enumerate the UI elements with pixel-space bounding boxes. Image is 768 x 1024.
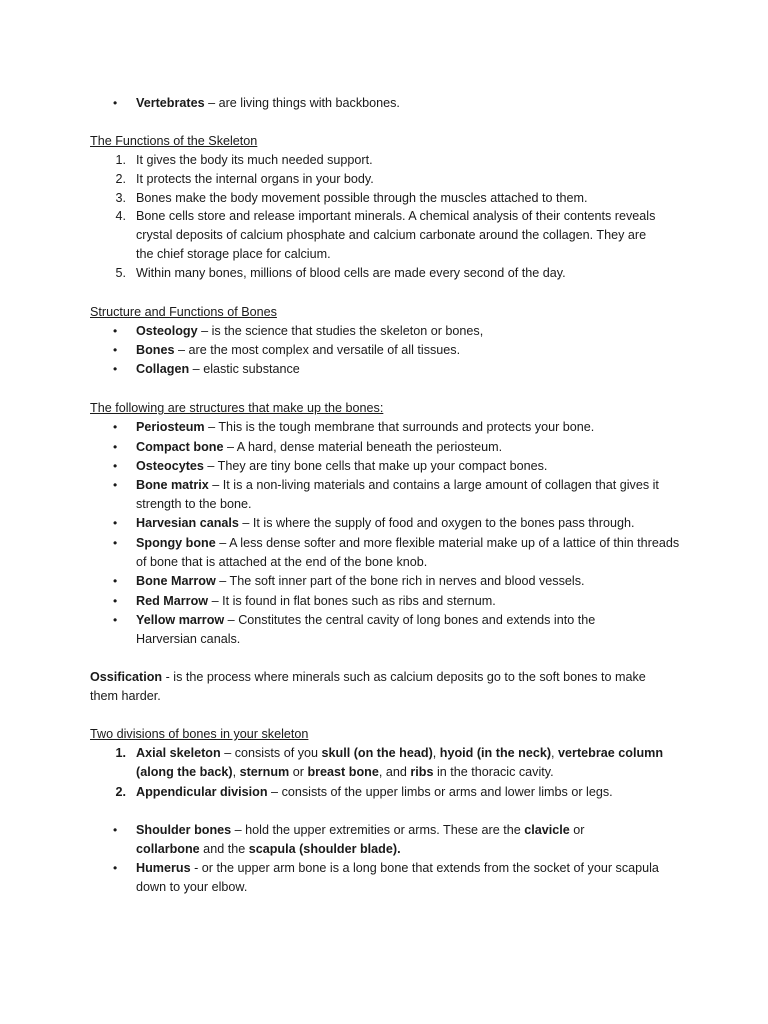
list-item bbox=[136, 611, 656, 649]
bullet-icon: • bbox=[113, 362, 118, 376]
term: Bone matrix bbox=[136, 478, 209, 492]
bullet-icon: • bbox=[113, 343, 118, 357]
text-run: or bbox=[569, 823, 585, 837]
list-item bbox=[136, 534, 686, 572]
list-item bbox=[136, 572, 585, 591]
term: breast bone bbox=[307, 765, 379, 780]
bullet-icon: • bbox=[113, 574, 118, 588]
section-heading-functions: The Functions of the Skeleton bbox=[90, 134, 258, 148]
term: Vertebrates bbox=[136, 96, 205, 110]
term: clavicle bbox=[524, 823, 570, 837]
bullet-icon: • bbox=[113, 823, 118, 837]
intro-definition bbox=[136, 94, 400, 113]
list-item bbox=[136, 360, 300, 379]
definition: – are the most complex and versatile of all tissues. bbox=[174, 343, 461, 357]
text-run: and the bbox=[199, 842, 249, 857]
text-run: in the thoracic cavity. bbox=[433, 765, 554, 780]
bullet-icon: • bbox=[113, 420, 118, 434]
definition: – A less dense softer and more flexible material make up of a lattice of thin threads of bone that is attached at the end of the bone knob. bbox=[136, 536, 680, 570]
term: Ossification bbox=[90, 670, 163, 684]
definition: – The soft inner part of the bone rich in nerves and blood vessels. bbox=[215, 574, 585, 588]
bullet-icon: • bbox=[113, 478, 118, 492]
definition: – A hard, dense material beneath the periosteum. bbox=[223, 440, 503, 454]
definition: – consists of the upper limbs or arms and lower limbs or legs. bbox=[267, 785, 613, 799]
list-number: 4. bbox=[115, 209, 126, 223]
bullet-icon: • bbox=[113, 594, 118, 608]
term: Appendicular division bbox=[136, 785, 268, 799]
list-number: 1. bbox=[115, 153, 126, 167]
list-item bbox=[136, 457, 547, 476]
section-heading-structures: The following are structures that make up the bones: bbox=[90, 401, 384, 415]
definition: – It is a non-living materials and contains a large amount of collagen that gives it strength to the bone. bbox=[136, 478, 659, 512]
section-heading-divisions: Two divisions of bones in your skeleton bbox=[90, 727, 309, 741]
definition: – This is the tough membrane that surrounds and protects your bone. bbox=[204, 420, 595, 434]
list-number: 3. bbox=[115, 191, 126, 205]
text-run: – consists of you bbox=[220, 746, 322, 760]
term: Shoulder bones bbox=[136, 823, 232, 837]
definition: – It is found in flat bones such as ribs and sternum. bbox=[208, 594, 496, 608]
term: Bones bbox=[136, 343, 175, 357]
definition: – Constitutes the central cavity of long bones and extends into the Harversian canals. bbox=[136, 613, 596, 647]
term: sternum bbox=[239, 765, 290, 780]
bullet-icon: • bbox=[113, 459, 118, 473]
term: Yellow marrow bbox=[136, 613, 225, 627]
list-item bbox=[136, 322, 483, 341]
definition: – are living things with backbones. bbox=[204, 96, 400, 110]
definition: - is the process where minerals such as calcium deposits go to the soft bones to make them harder. bbox=[90, 670, 646, 704]
text-run: , bbox=[432, 746, 440, 760]
list-item: It protects the internal organs in your body. bbox=[136, 172, 374, 186]
term: Collagen bbox=[136, 362, 190, 376]
term: hyoid (in the neck) bbox=[439, 746, 552, 760]
list-item: Within many bones, millions of blood cells are made every second of the day. bbox=[136, 266, 566, 280]
term: Axial skeleton bbox=[136, 746, 221, 760]
term: scapula (shoulder blade). bbox=[248, 842, 401, 857]
bullet-icon: • bbox=[113, 440, 118, 454]
bullet-icon: • bbox=[113, 536, 118, 550]
term: vertebrae column (along the back) bbox=[136, 746, 664, 780]
list-item bbox=[136, 592, 496, 611]
term: ribs bbox=[410, 765, 434, 780]
term: collarbone bbox=[136, 842, 200, 857]
ossification-paragraph bbox=[90, 668, 665, 706]
section-heading-structure: Structure and Functions of Bones bbox=[90, 305, 277, 319]
term: Red Marrow bbox=[136, 594, 209, 608]
term: Humerus bbox=[136, 861, 191, 875]
bullet-icon: • bbox=[113, 613, 118, 627]
list-item: It gives the body its much needed support. bbox=[136, 153, 373, 167]
list-item-shoulder-bones bbox=[136, 821, 646, 859]
list-item bbox=[136, 438, 502, 457]
list-number: 5. bbox=[115, 266, 126, 280]
term: skull (on the head) bbox=[321, 746, 433, 760]
bullet-icon: • bbox=[113, 96, 118, 110]
term: Osteocytes bbox=[136, 459, 204, 473]
definition: - or the upper arm bone is a long bone that extends from the socket of your scapula down to your elbow. bbox=[136, 861, 659, 895]
bullet-icon: • bbox=[113, 516, 118, 530]
bullet-icon: • bbox=[113, 861, 118, 875]
list-number: 1. bbox=[115, 746, 126, 760]
term: Periosteum bbox=[136, 420, 205, 434]
list-item bbox=[136, 418, 594, 437]
list-item-appendicular bbox=[136, 783, 613, 802]
text-run: or bbox=[289, 765, 308, 780]
list-item bbox=[136, 476, 676, 514]
text-run: , bbox=[232, 765, 240, 780]
term: Bone Marrow bbox=[136, 574, 216, 588]
text-run: – hold the upper extremities or arms. These are the bbox=[231, 823, 525, 837]
list-item: Bones make the body movement possible through the muscles attached to them. bbox=[136, 191, 588, 205]
text-run: , and bbox=[378, 765, 411, 780]
term: Harvesian canals bbox=[136, 516, 239, 530]
definition: – They are tiny bone cells that make up your compact bones. bbox=[203, 459, 548, 473]
term: Spongy bone bbox=[136, 536, 216, 550]
list-item-humerus bbox=[136, 859, 676, 897]
list-item: Bone cells store and release important minerals. A chemical analysis of their contents reveals crystal deposits of calcium phosphate and calcium carbonate around the collagen. They are the chief storage place for calcium. bbox=[136, 209, 656, 262]
text-run: , bbox=[551, 746, 559, 760]
list-item bbox=[136, 514, 635, 533]
bullet-icon: • bbox=[113, 324, 118, 338]
list-item bbox=[136, 341, 460, 360]
term: Compact bone bbox=[136, 440, 224, 454]
term: Osteology bbox=[136, 324, 198, 338]
definition: – is the science that studies the skeleton or bones, bbox=[197, 324, 484, 338]
list-item-axial-skeleton bbox=[136, 744, 666, 782]
definition: – elastic substance bbox=[189, 362, 300, 376]
list-number: 2. bbox=[115, 172, 126, 186]
list-number: 2. bbox=[115, 785, 126, 799]
definition: – It is where the supply of food and oxygen to the bones pass through. bbox=[238, 516, 635, 530]
